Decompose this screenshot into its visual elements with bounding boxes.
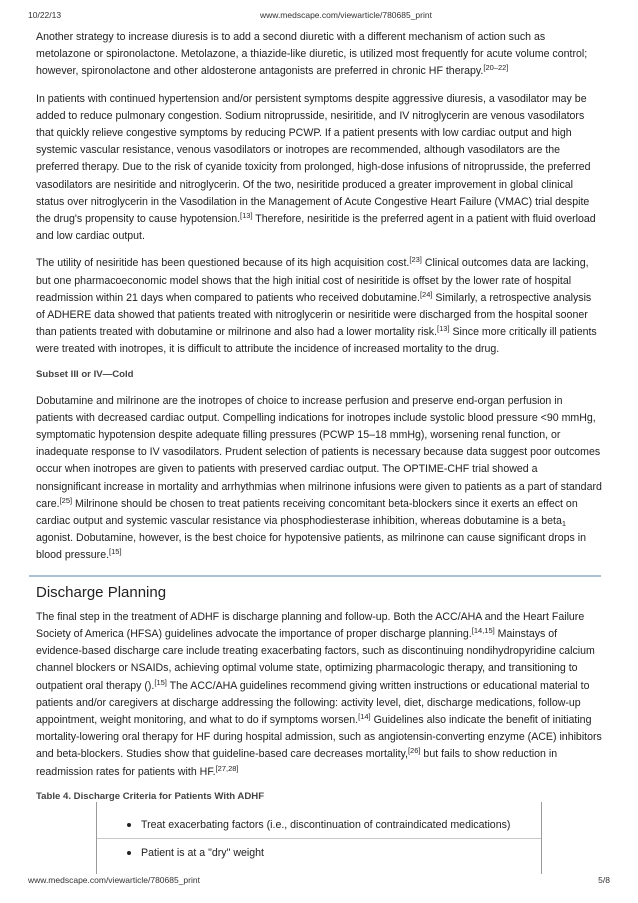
citation-ref[interactable]: [25] — [59, 495, 73, 505]
citation-ref[interactable]: [14] — [358, 711, 371, 721]
citation-ref[interactable]: [23] — [409, 255, 422, 265]
citation-ref[interactable]: [15] — [154, 677, 167, 687]
bullet-icon — [127, 823, 131, 827]
discharge-criteria-table — [96, 802, 542, 874]
subscript: 1 — [561, 519, 567, 529]
paragraph-inotropes: Dobutamine and milrinone are the inotropes of choice to increase perfusion and preserve end-organ perfusion in patients with decreased cardiac output. Compelling indications for inotropes include systolic blood pressure <90 mmHg, symptomatic hypotension despite adequate filling pressures (PCWP 15–18 mmHg), worsening renal function, or inadequate response to IV vasodilators. Prudent selection of patients is necessary because data suggest poor outcomes occur when inotropes are given to patients with preserved cardiac output. The OPTIME-CHF trial showed a nonsignificant increase in mortality and arrhythmias when milrinone infusions were given to patients as a part of standard care.[25] Milrinone should be chosen to treat patients receiving concomitant beta-blockers since it exerts an effect on cardiac output and systemic vascular resistance via phosphodiesterase inhibition, whereas dobutamine is a beta$_1$ agonist. Dobutamine, however, is the best choice for hypotensive patients, as milrinone can cause significant drops in blood pressure.[15] — [36, 394, 602, 562]
citation-ref[interactable]: [13] — [240, 211, 253, 221]
bullet-icon — [127, 851, 131, 855]
citation-ref[interactable]: [20–22] — [483, 63, 509, 73]
page-number: 5/8 — [598, 875, 610, 885]
section-title: Discharge Planning — [36, 583, 167, 601]
article-body — [36, 29, 602, 815]
print-header-url: www.medscape.com/viewarticle/780685_print — [260, 10, 432, 20]
list-item: Treat exacerbating factors (i.e., discontinuation of contraindicated medications) — [97, 817, 541, 833]
paragraph-diuretic-strategy: Another strategy to increase diuresis is to add a second diuretic with a different mechanism of action such as metolazone or spironolactone. Metolazone, a thiazide-like diuretic, is utilized most frequently for acute volume control; however, spironolactone and other aldosterone antagonists are preferred in chronic HF therapy.[20–22] — [36, 31, 588, 78]
subsection-heading: Subset III or IV—Cold — [36, 368, 134, 380]
table-row-separator — [97, 838, 541, 839]
print-header-date: 10/22/13 — [28, 10, 62, 20]
citation-ref[interactable]: [26] — [407, 746, 421, 756]
section-divider — [29, 575, 601, 577]
paragraph-vasodilators: In patients with continued hypertension and/or persistent symptoms despite aggressive diuresis, a vasodilator may be added to reduce pulmonary congestion. Sodium nitroprusside, nesiritide, and IV nitroglycerin are venous vasodilators that quickly relieve congestive symptoms by reducing PCWP. If a patient presents with low cardiac output and high systemic vascular resistance, venous vasodilators or inotropes are recommended, although vasodilators are the preferred therapy. Due to the risk of cyanide toxicity from prolonged, high-dose infusions of nitroprusside, the preferred vasodilators are nesiritide and nitroglycerin. Of the two, nesiritide produced a greater improvement in global clinical status over nitroglycerin in the Vasodilation in the Management of Acute Congestive Heart Failure (VMAC) trial despite the drug's propensity to cause hypotension.[13] Therefore, nesiritide is the preferred agent in a patient with fluid overload and low cardiac output. — [36, 92, 596, 243]
print-footer-url: www.medscape.com/viewarticle/780685_print — [28, 875, 200, 885]
paragraph-nesiritide-utility: The utility of nesiritide has been questioned because of its high acquisition cost.[23] Clinical outcomes data are lacking, but one pharmacoeconomic model shows that the high initial cost of nesiritide is offset by the lower rate of hospital readmission within 21 days when compared to patients who received dobutamine.[24] Similarly, a retrospective analysis of ADHERE data showed that patients treated with nitroglycerin or nesiritide were discharged from the hospital sooner than patients treated with dobutamine or milrinone and also had a lower mortality risk.[13] Since more critically ill patients were treated with inotropes, it is difficult to attribute the incidence of increased mortality to the drug. — [36, 255, 597, 356]
list-item: Patient is at a "dry" weight — [97, 845, 541, 861]
citation-ref[interactable]: [15] — [109, 547, 122, 557]
citation-ref[interactable]: [14,15] — [471, 625, 495, 635]
citation-ref[interactable]: [27,28] — [215, 763, 239, 773]
table-caption: Table 4. Discharge Criteria for Patients With ADHF — [36, 790, 265, 802]
citation-ref[interactable]: [13] — [437, 324, 450, 334]
paragraph-discharge-planning: The final step in the treatment of ADHF is discharge planning and follow-up. Both the ACC/AHA and the Heart Failure Society of America (HFSA) guidelines advocate the importance of proper discharge planning.[14,15] Mainstays of evidence-based discharge care include treating exacerbating factors, such as discontinuing nondihydropyridine calcium channel blockers or NSAIDs, achieving optimal volume state, optimizing pharmacologic therapy, and transitioning to outpatient oral therapy ().[15] The ACC/AHA guidelines recommend giving written instructions or educational material to patients and/or caregivers at discharge addressing the following: activity level, diet, discharge medications, follow-up appointment, weight monitoring, and what to do if symptoms worsen.[14] Guidelines also indicate the benefit of initiating mortality-lowering oral therapy for HF during hospital admission, such as angiotensin-converting enzyme (ACE) inhibitors and beta-blockers. Studies show that guideline-based care decreases mortality,[26] but fails to show reduction in readmission rates for patients with HF.[27,28] — [36, 610, 602, 778]
citation-ref[interactable]: [24] — [419, 289, 433, 299]
